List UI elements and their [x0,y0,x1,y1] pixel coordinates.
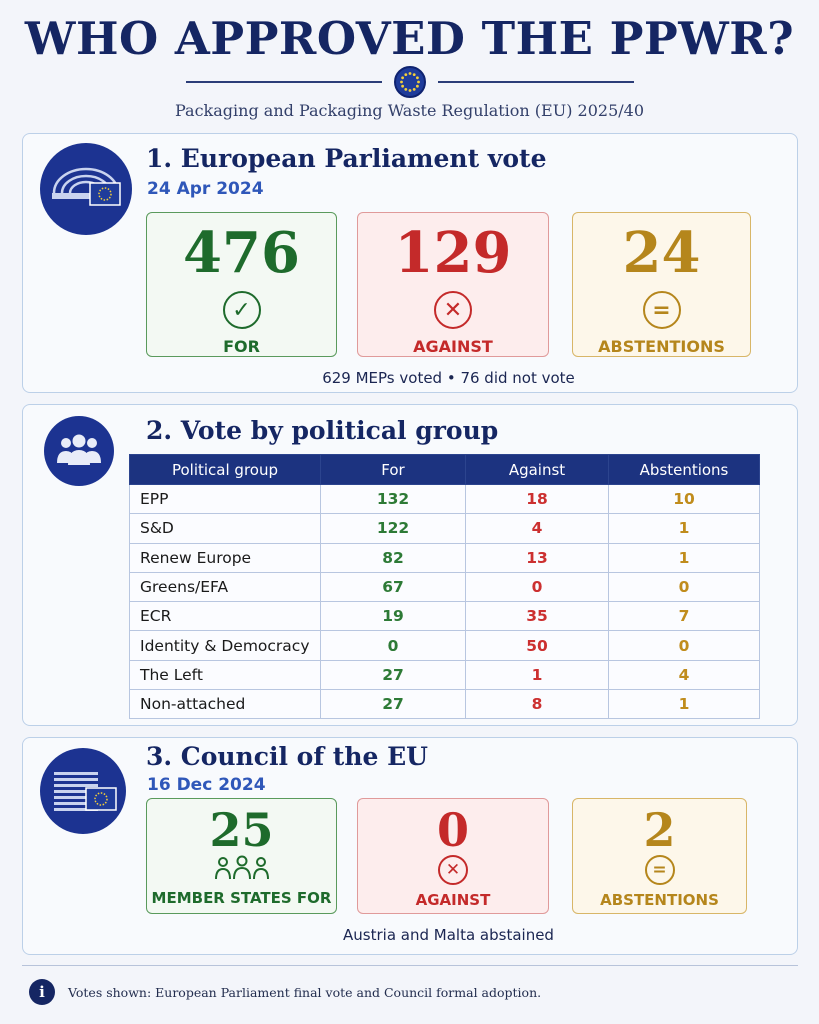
parliament-abstentions-label: ABSTENTIONS [598,337,725,356]
member-states-icon [213,855,271,881]
table-header-row [130,455,760,485]
council-for-label: MEMBER STATES FOR [151,889,332,907]
group-name-cell: Identity & Democracy [130,631,321,660]
group-name-cell: S&D [130,514,321,543]
footer-note: Votes shown: European Parliament final vote and Council formal adoption. [68,985,542,1000]
against-count-cell: 18 [466,485,609,514]
council-against-count: 0 [436,803,469,857]
council-for-card [146,798,337,914]
title-rule-left [186,81,382,83]
group-name-cell: EPP [130,485,321,514]
council-building-icon [40,748,126,834]
parliament-against-card [357,212,549,357]
for-count-cell: 132 [321,485,466,514]
council-abstention-note: Austria and Malta abstained [343,926,554,944]
page-title: WHO APPROVED THE PPWR? [24,12,795,65]
table-row [130,485,760,514]
group-name-cell: Renew Europe [130,543,321,572]
council-against-card [357,798,549,914]
group-name-cell: ECR [130,602,321,631]
council-abstentions-label: ABSTENTIONS [600,891,719,909]
table-row [130,572,760,601]
for-count-cell: 27 [321,660,466,689]
abstentions-count-cell: 4 [609,660,760,689]
council-vote-date: 16 Dec 2024 [147,775,266,795]
parliament-against-label: AGAINST [413,337,493,356]
header-against: Against [466,455,609,485]
against-count-cell: 8 [466,690,609,719]
for-count-cell: 67 [321,572,466,601]
group-name-cell: Greens/EFA [130,572,321,601]
parliament-for-label: FOR [223,337,260,356]
table-row [130,514,760,543]
for-count-cell: 19 [321,602,466,631]
parliament-against-count: 129 [394,220,512,286]
equals-icon: = [643,291,681,329]
table-row [130,660,760,689]
parliament-turnout-summary: 629 MEPs voted • 76 did not vote [322,369,575,387]
council-for-count: 25 [209,803,274,857]
for-count-cell: 82 [321,543,466,572]
parliament-for-count: 476 [183,220,300,286]
parliament-abstentions-count: 24 [622,220,701,286]
eu-stars-icon [394,66,426,98]
abstentions-count-cell: 1 [609,543,760,572]
against-count-cell: 1 [466,660,609,689]
abstentions-count-cell: 10 [609,485,760,514]
check-icon: ✓ [223,291,261,329]
council-abstentions-count: 2 [643,803,676,857]
parliament-vote-date: 24 Apr 2024 [147,179,264,199]
for-count-cell: 0 [321,631,466,660]
against-count-cell: 4 [466,514,609,543]
parliament-section-title: 1. European Parliament vote [146,144,547,173]
council-abstentions-card [572,798,747,914]
political-group-table [129,454,760,719]
header-for: For [321,455,466,485]
table-row [130,602,760,631]
for-count-cell: 122 [321,514,466,543]
abstentions-count-cell: 1 [609,690,760,719]
group-name-cell: The Left [130,660,321,689]
abstentions-count-cell: 0 [609,572,760,601]
table-row [130,690,760,719]
abstentions-count-cell: 0 [609,631,760,660]
page-subtitle: Packaging and Packaging Waste Regulation (EU) 2025/40 [175,101,644,120]
parliament-for-card [146,212,337,357]
abstentions-count-cell: 1 [609,514,760,543]
people-group-icon [44,416,114,486]
abstentions-count-cell: 7 [609,602,760,631]
parliament-hemicycle-icon [40,143,132,235]
header-abstentions: Abstentions [609,455,760,485]
parliament-abstentions-card [572,212,751,357]
council-against-label: AGAINST [415,891,491,909]
against-count-cell: 50 [466,631,609,660]
header-political-group: Political group [130,455,321,485]
table-row [130,543,760,572]
against-count-cell: 13 [466,543,609,572]
group-name-cell: Non-attached [130,690,321,719]
groups-section-title: 2. Vote by political group [146,416,499,445]
against-count-cell: 0 [466,572,609,601]
against-count-cell: 35 [466,602,609,631]
cross-icon: ✕ [438,855,468,885]
council-section-title: 3. Council of the EU [146,742,428,771]
table-row [130,631,760,660]
info-icon: i [29,979,55,1005]
equals-icon: = [645,855,675,885]
footer-divider [22,965,798,966]
cross-icon: ✕ [434,291,472,329]
title-rule-right [438,81,634,83]
for-count-cell: 27 [321,690,466,719]
